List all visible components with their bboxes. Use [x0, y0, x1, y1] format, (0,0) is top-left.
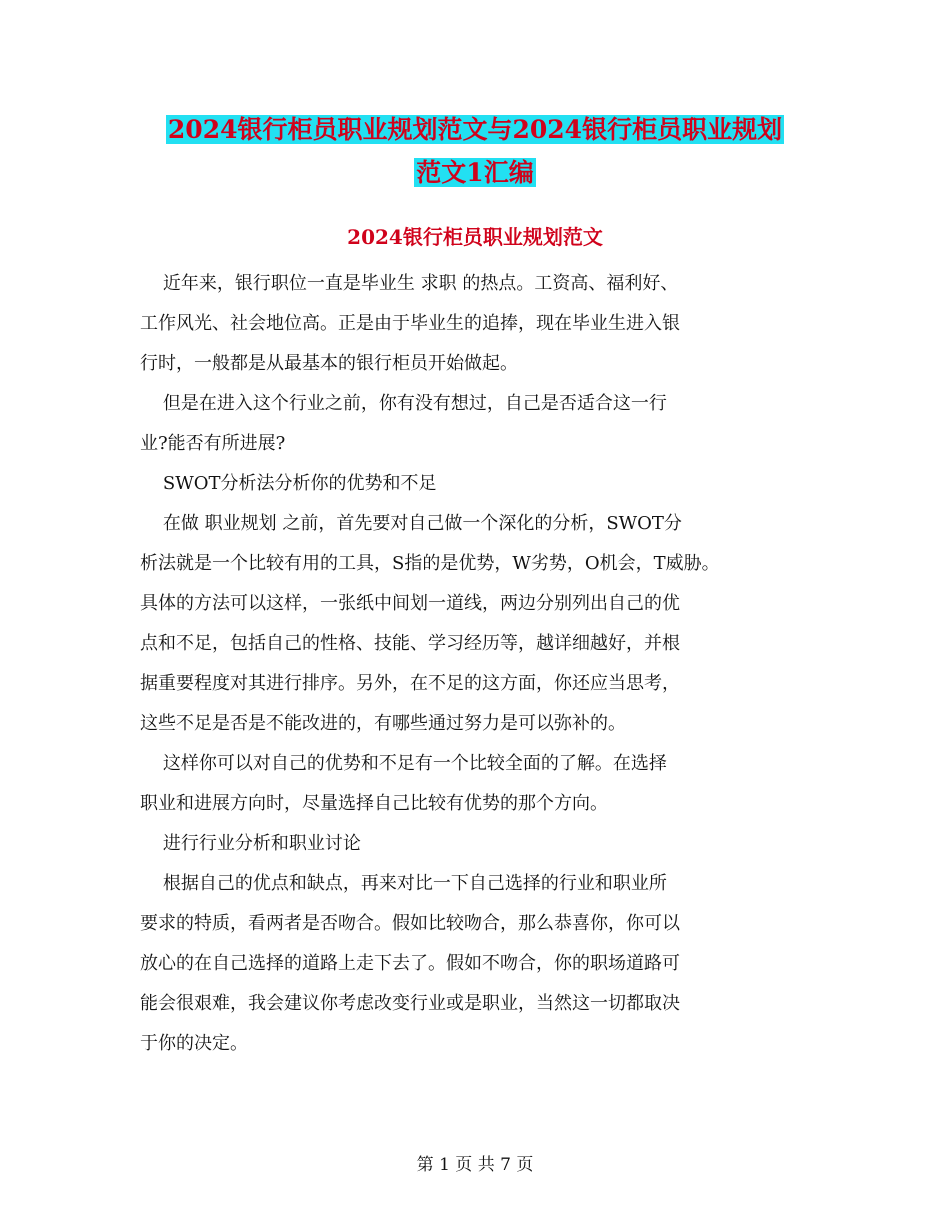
body-line: 但是在进入这个行业之前，你有没有想过，自己是否适合这一行	[140, 393, 667, 414]
body-line: 据重要程度对其进行排序。另外，在不足的这方面，你还应当思考，	[140, 673, 680, 694]
body-line: SWOT分析法分析你的优势和不足	[140, 473, 437, 494]
body-line: 点和不足，包括自己的性格、技能、学习经历等，越详细越好，并根	[140, 633, 680, 654]
body-line: 进行行业分析和职业讨论	[140, 833, 361, 854]
body-line: 职业和进展方向时，尽量选择自己比较有优势的那个方向。	[140, 793, 608, 814]
body-line: 根据自己的优点和缺点，再来对比一下自己选择的行业和职业所	[140, 873, 667, 894]
section-heading: 2024银行柜员职业规划范文	[347, 225, 603, 249]
document-title-line-1	[0, 112, 950, 148]
body-line: 于你的决定。	[140, 1033, 248, 1054]
body-line: 近年来，银行职位一直是毕业生 求职 的热点。工资高、福利好、	[140, 273, 679, 294]
body-line: 这样你可以对自己的优势和不足有一个比较全面的了解。在选择	[140, 753, 667, 774]
body-line: 具体的方法可以这样，一张纸中间划一道线，两边分别列出自己的优	[140, 593, 680, 614]
body-line: 这些不足是否是不能改进的，有哪些通过努力是可以弥补的。	[140, 713, 626, 734]
body-line: 能会很艰难，我会建议你考虑改变行业或是职业，当然这一切都取决	[140, 993, 680, 1014]
title-highlight-1: 2024银行柜员职业规划范文与2024银行柜员职业规划	[167, 115, 783, 144]
document-title-line-2	[0, 155, 950, 191]
body-line: 在做 职业规划 之前，首先要对自己做一个深化的分析，SWOT分	[140, 513, 682, 534]
page-footer: 第 1 页 共 7 页	[416, 1155, 534, 1175]
document-body	[140, 264, 840, 1064]
body-line: 放心的在自己选择的道路上走下去了。假如不吻合，你的职场道路可	[140, 953, 680, 974]
body-line: 要求的特质，看两者是否吻合。假如比较吻合，那么恭喜你，你可以	[140, 913, 680, 934]
body-line: 业?能否有所进展?	[140, 433, 286, 454]
body-line: 工作风光、社会地位高。正是由于毕业生的追捧，现在毕业生进入银	[140, 313, 680, 334]
body-line: 行时，一般都是从最基本的银行柜员开始做起。	[140, 353, 518, 374]
title-highlight-2: 范文1汇编	[416, 158, 534, 187]
body-line: 析法就是一个比较有用的工具，S指的是优势，W劣势，O机会，T威胁。	[140, 553, 720, 574]
